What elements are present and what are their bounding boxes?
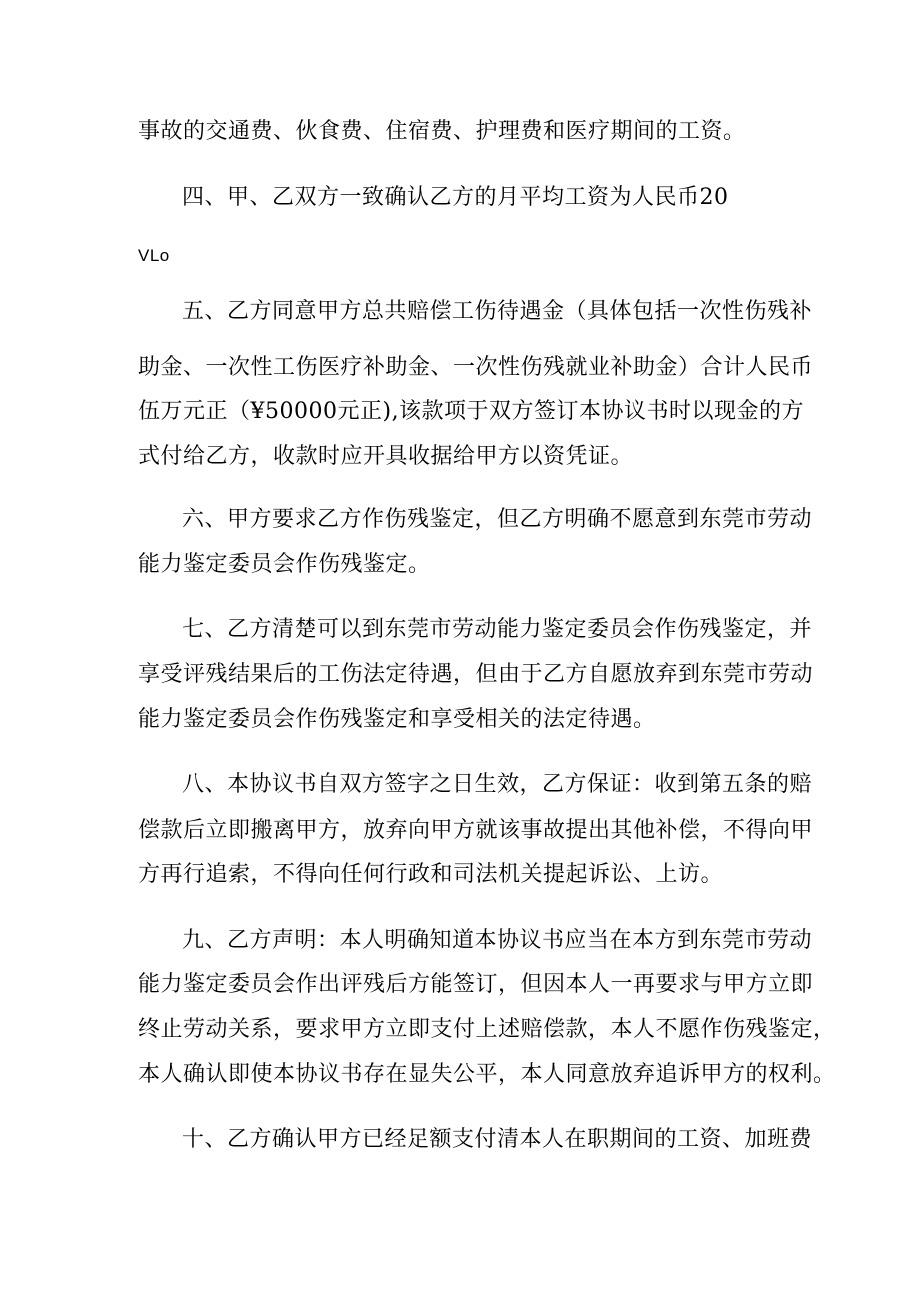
text-line: 享受评残结果后的工伤法定待遇，但由于乙方自愿放弃到东莞市劳动 bbox=[138, 662, 814, 687]
text-line: VLo bbox=[138, 246, 170, 265]
text-line: 事故的交通费、伙食费、住宿费、护理费和医疗期间的工资。 bbox=[138, 119, 746, 144]
text-line: 方再行追索，不得向任何行政和司法机关提起诉讼、上访。 bbox=[138, 862, 724, 887]
text-line: 五、乙方同意甲方总共赔偿工伤待遇金（具体包括一次性伤残补 bbox=[182, 299, 813, 324]
text-line: 七、乙方清楚可以到东莞市劳动能力鉴定委员会作伤残鉴定，并 bbox=[182, 617, 813, 642]
text-line: 四、甲、乙双方一致确认乙方的月平均工资为人民币20 bbox=[182, 185, 729, 210]
text-line: 八、本协议书自双方签字之日生效，乙方保证：收到第五条的赔 bbox=[182, 772, 813, 797]
text-line: 终止劳动关系，要求甲方立即支付上述赔偿款，本人不愿作伤残鉴定， bbox=[138, 1017, 836, 1042]
text-line: 伍万元正（¥50000元正),该款项于双方签订本协议书时以现金的方 bbox=[138, 399, 805, 424]
text-line: 能力鉴定委员会作出评残后方能签订，但因本人一再要求与甲方立即 bbox=[138, 972, 814, 997]
text-line: 九、乙方声明：本人明确知道本协议书应当在本方到东莞市劳动 bbox=[182, 928, 813, 953]
text-line: 助金、一次性工伤医疗补助金、一次性伤残就业补助金）合计人民币 bbox=[138, 355, 814, 380]
text-line: 六、甲方要求乙方作伤残鉴定，但乙方明确不愿意到东莞市劳动 bbox=[182, 507, 813, 532]
text-line: 式付给乙方，收款时应开具收据给甲方以资凭证。 bbox=[138, 444, 634, 469]
text-line: 本人确认即使本协议书存在显失公平，本人同意放弃追诉甲方的权利。 bbox=[138, 1062, 836, 1087]
text-line: 十、乙方确认甲方已经足额支付清本人在职期间的工资、加班费 bbox=[182, 1127, 813, 1152]
text-line: 能力鉴定委员会作伤残鉴定。 bbox=[138, 552, 431, 577]
text-line: 偿款后立即搬离甲方，放弃向甲方就该事故提出其他补偿，不得向甲 bbox=[138, 818, 814, 843]
text-line: 能力鉴定委员会作伤残鉴定和享受相关的法定待遇。 bbox=[138, 707, 656, 732]
